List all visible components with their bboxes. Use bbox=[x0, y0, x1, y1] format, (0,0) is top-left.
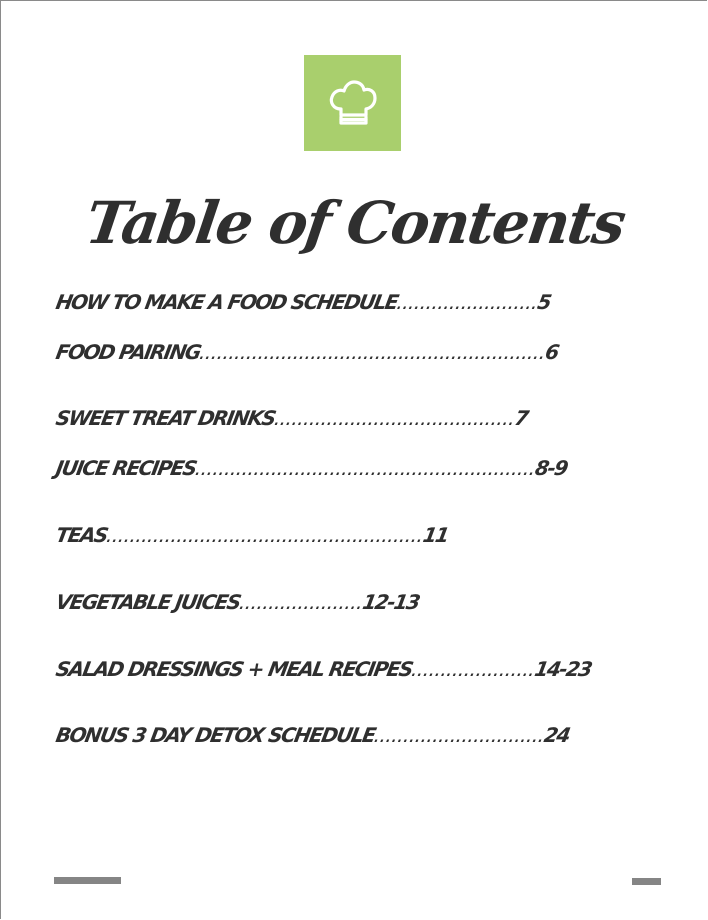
toc-entry-leader: ........................ bbox=[395, 290, 540, 314]
toc-entry-page: 8-9 bbox=[533, 456, 569, 480]
toc-entry-salad-dressings bbox=[54, 657, 593, 681]
toc-entry-leader: ...................................................... bbox=[104, 523, 426, 547]
footer-bar-right bbox=[632, 878, 661, 885]
toc-entry-page: 12-13 bbox=[360, 590, 421, 614]
toc-entry-juice-recipes bbox=[54, 456, 569, 480]
toc-entry-leader: .......................................................... bbox=[193, 456, 538, 480]
toc-entry-label: BONUS 3 DAY DETOX SCHEDULE bbox=[54, 723, 377, 747]
toc-entry-label: SWEET TREAT DRINKS bbox=[54, 406, 277, 430]
toc-entry-leader: ........................................................... bbox=[197, 340, 548, 364]
toc-entry-label: VEGETABLE JUICES bbox=[54, 590, 242, 614]
toc-entry-teas bbox=[54, 523, 450, 547]
toc-entry-label: SALAD DRESSINGS + MEAL RECIPES bbox=[54, 657, 415, 681]
toc-entry-sweet-treat-drinks bbox=[54, 406, 529, 430]
toc-entry-page: 7 bbox=[512, 406, 530, 430]
chef-hat-logo bbox=[304, 55, 401, 151]
toc-entry-food-pairing bbox=[54, 340, 560, 364]
toc-entry-page: 24 bbox=[542, 723, 572, 747]
toc-entry-page: 14-23 bbox=[532, 657, 593, 681]
toc-entry-leader: ......................................... bbox=[272, 406, 517, 430]
page-title: Table of Contents bbox=[81, 189, 629, 257]
toc-entry-leader: ............................. bbox=[372, 723, 547, 747]
toc-entry-label: FOOD PAIRING bbox=[54, 340, 203, 364]
toc-entry-page: 11 bbox=[421, 523, 450, 547]
chef-hat-icon bbox=[327, 79, 379, 127]
toc-entry-vegetable-juices bbox=[54, 590, 421, 614]
toc-entry-leader: ..................... bbox=[237, 590, 365, 614]
footer-bar-left bbox=[54, 877, 121, 884]
toc-entry-leader: ..................... bbox=[409, 657, 538, 681]
toc-entry-page: 5 bbox=[535, 290, 553, 314]
toc-entry-food-schedule bbox=[54, 290, 552, 314]
toc-entry-detox-schedule bbox=[54, 723, 571, 747]
toc-entry-label: TEAS bbox=[54, 523, 110, 547]
toc-entry-label: JUICE RECIPES bbox=[54, 456, 198, 480]
toc-entry-page: 6 bbox=[543, 340, 560, 364]
toc-entry-label: HOW TO MAKE A FOOD SCHEDULE bbox=[54, 290, 400, 314]
